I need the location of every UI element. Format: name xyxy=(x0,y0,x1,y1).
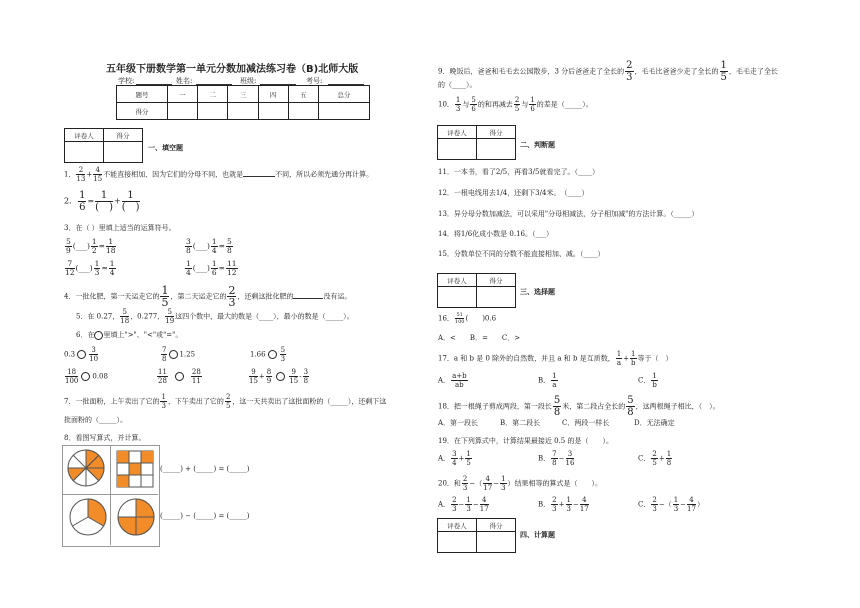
frac-num: 2 xyxy=(228,284,236,297)
class-label: 班级: xyxy=(240,77,257,85)
school-blank[interactable] xyxy=(136,77,172,85)
frac-den: 10 xyxy=(89,355,99,363)
question-6 xyxy=(76,330,182,340)
frac-num: 3 xyxy=(89,346,98,355)
frac-num: a+b xyxy=(452,372,467,380)
frac-num: 1 xyxy=(95,190,113,202)
grader-score-label: 得分 xyxy=(477,519,516,532)
question-19: 19．在下列算式中，计算结果最接近 0.5 的是（ ）。 xyxy=(438,437,613,445)
question-8: 8．看图写算式，并计算。 xyxy=(64,434,146,442)
grader-box xyxy=(437,125,516,160)
frac-num: 7 xyxy=(162,346,167,354)
frac-den: b xyxy=(631,359,636,367)
q20-option-c[interactable]: C． $\frac{2}{3}$ −（ $\frac{1}{3}$ − $\frac{4}{17}$ ） xyxy=(638,496,704,513)
frac-den: 5 xyxy=(514,105,520,113)
frac-den: 3 xyxy=(455,105,461,113)
frac-num: 1 xyxy=(530,96,535,104)
q-text: 7．一批面粉，上午卖出了它的 xyxy=(64,397,160,406)
frac-den: 19 xyxy=(165,317,175,325)
frac-num: 1 xyxy=(161,393,166,401)
q-text: ，0.277， xyxy=(130,312,165,321)
frac-den: 4 xyxy=(452,459,457,467)
frac-den: 9 xyxy=(266,377,272,385)
score-cell[interactable] xyxy=(228,103,258,120)
q6-item xyxy=(156,368,203,385)
frac-num: 1 xyxy=(652,372,657,380)
grader-reviewer-label: 评卷人 xyxy=(65,129,104,142)
frac-num: 5 xyxy=(165,308,174,317)
frac-den: 5 xyxy=(466,459,471,467)
frac-den: 100 xyxy=(65,377,79,385)
operator: + xyxy=(658,454,665,463)
frac-den: 3 xyxy=(228,296,236,309)
frac-den: a xyxy=(616,359,622,367)
q-text: 与 xyxy=(521,100,529,109)
frac-den: 28 xyxy=(158,377,167,385)
grader-score-cell[interactable] xyxy=(477,139,516,160)
question-18 xyxy=(438,395,720,418)
frac-den: 8 xyxy=(552,459,557,467)
frac-num: 9 xyxy=(249,368,258,377)
class-blank[interactable] xyxy=(260,77,296,85)
q19-option-c[interactable] xyxy=(638,450,673,467)
frac-num: 3 xyxy=(186,237,191,246)
plus: + xyxy=(113,196,121,206)
question-20: 20．和 $\frac{2}{3}$ −（ $\frac{4}{17}$ − $\frac{1}{3}$ ）结果相等的算式是（ ）。 xyxy=(438,475,603,492)
frac-num: 5 xyxy=(66,237,71,246)
q18-option-d[interactable]: D．无法确定 xyxy=(634,419,675,427)
compare-circle[interactable] xyxy=(175,372,184,381)
operator-blank[interactable]: (___) xyxy=(75,263,93,273)
grader-box xyxy=(437,273,516,308)
question-13: 13．异分母分数加减法，可以采用"分母相减法，分子相加减"的方法计算。（_____） xyxy=(438,210,699,218)
q-number: 16． xyxy=(438,314,454,323)
frac-num: 5 xyxy=(120,308,129,317)
grader-score-cell[interactable] xyxy=(477,287,516,308)
frac-num: 7 xyxy=(552,450,557,458)
frac-num: 1 xyxy=(79,190,86,201)
frac-den: 5 xyxy=(225,402,231,410)
frac-num: 8 xyxy=(266,368,272,376)
frac-den: 6 xyxy=(471,105,476,113)
frac-num: 1 xyxy=(109,259,115,268)
question-4 xyxy=(64,285,351,308)
frac-num: 1 xyxy=(122,190,140,202)
q8-equation-2[interactable]: (_____) − (_____) = (_____) xyxy=(160,512,250,520)
frac-num: 4 xyxy=(93,166,102,175)
frac-den: 8 xyxy=(162,355,167,363)
frac-num: 5 xyxy=(226,237,232,246)
q18-option-c[interactable]: C．两段一样长 xyxy=(562,419,610,427)
option-label: A． xyxy=(438,500,451,509)
q-number: 6．在 xyxy=(76,331,95,339)
q-text: 17．a 和 b 是 0 除外的自然数，并且 a 和 b 是互质数， xyxy=(438,354,615,363)
compare-circle[interactable] xyxy=(77,350,86,359)
q-text: 米，第二段占全长的 xyxy=(562,402,626,411)
score-header-cell: 二 xyxy=(198,86,228,103)
q-text: ，还剩这批化肥的 xyxy=(237,292,294,301)
grader-reviewer-cell[interactable] xyxy=(65,142,104,163)
question-7-line2: 批面粉的（_____）。 xyxy=(64,416,127,424)
option-label: B． xyxy=(538,454,551,463)
q-number: 2． xyxy=(64,196,78,206)
frac-num: 1 xyxy=(186,259,191,268)
q6-item xyxy=(248,368,310,385)
frac-den-blank[interactable]: ( ) xyxy=(95,202,113,213)
equals: = xyxy=(87,196,95,206)
score-header-cell: 题号 xyxy=(117,86,168,103)
q20-option-b[interactable]: B． $\frac{2}{3}$ + $\frac{1}{3}$ − $\frac{4}{17}$ xyxy=(538,496,589,513)
frac-num: 1 xyxy=(91,237,97,246)
frac-den: 12 xyxy=(226,268,237,277)
equals: = xyxy=(101,263,108,273)
plus: + xyxy=(86,170,93,179)
compare-circle[interactable] xyxy=(169,350,178,359)
option-label: C． xyxy=(638,454,651,463)
frac-num: 2 xyxy=(626,60,633,71)
frac-den: 3 xyxy=(161,402,166,410)
q-text: 这四个数中，最大的数是（____），最小的数是（_____）。 xyxy=(175,312,354,321)
frac-den: 8 xyxy=(303,377,309,385)
frac-den: 5 xyxy=(720,72,727,83)
pie-chart-quarters-icon xyxy=(116,497,156,537)
frac-den-blank[interactable]: ( ) xyxy=(121,202,140,213)
grader-score-label: 得分 xyxy=(477,126,516,139)
grader-reviewer-label: 评卷人 xyxy=(438,126,477,139)
option-label: A． xyxy=(438,454,451,463)
frac-den: 8 xyxy=(666,459,672,467)
q3-item-c xyxy=(64,260,117,277)
answer-blank[interactable] xyxy=(293,291,323,299)
frac-num: 5 xyxy=(280,346,286,354)
frac-num: 2 xyxy=(514,96,520,104)
frac-num: 9 xyxy=(289,368,298,377)
frac-den: 4 xyxy=(109,268,115,277)
frac-den: 4 xyxy=(186,268,191,277)
frac-num: 2 xyxy=(462,475,468,483)
score-cell[interactable] xyxy=(198,103,228,120)
name-blank[interactable] xyxy=(196,77,232,85)
grader-reviewer-cell[interactable] xyxy=(438,532,477,553)
grader-reviewer-cell[interactable] xyxy=(438,139,477,160)
q3-item-b xyxy=(184,238,234,255)
option-label: C． xyxy=(638,376,651,385)
frac-den: 18 xyxy=(120,317,130,325)
q-text: ，下午卖出了它的 xyxy=(167,397,224,406)
frac-num: 5 xyxy=(471,96,476,104)
operator-blank[interactable]: (___) xyxy=(192,263,210,273)
q19-option-b[interactable] xyxy=(538,450,575,467)
operator: − xyxy=(558,454,565,463)
frac-den: 11 xyxy=(191,377,201,385)
frac-num: 1 xyxy=(94,259,100,268)
frac-den: 8 xyxy=(226,246,232,255)
q-text: 与 xyxy=(462,100,470,109)
frac-den: 6 xyxy=(79,202,86,213)
frac-num: 18 xyxy=(65,368,78,377)
frac-den: b xyxy=(652,381,657,389)
score-header-cell: 三 xyxy=(228,86,258,103)
question-2 xyxy=(64,190,141,213)
option-label: B． xyxy=(538,376,551,385)
frac-num: 4 xyxy=(483,475,492,484)
frac-num: 1 xyxy=(466,450,471,458)
question-1 xyxy=(64,166,373,183)
operator-blank[interactable]: (___) xyxy=(192,241,210,251)
frac-den: 15 xyxy=(249,377,258,385)
frac-num: 51 xyxy=(456,312,463,318)
q16-options[interactable]: A．< B．= C．> xyxy=(438,334,521,342)
frac-num: 1 xyxy=(666,450,672,458)
frac-num: 3 xyxy=(303,368,309,376)
frac-den: 9 xyxy=(66,246,71,255)
score-header-cell: 一 xyxy=(167,86,197,103)
operator-blank[interactable]: (___) xyxy=(72,241,90,251)
frac-num: 3 xyxy=(566,450,575,459)
pie-chart-thirds-icon xyxy=(68,497,108,537)
q6-item xyxy=(160,346,195,363)
q-text: ( )0.6 xyxy=(465,314,497,323)
question-15: 15．分数单位不同的分数不能直接相加、减。（____） xyxy=(438,250,605,258)
exam-no-label: 考号: xyxy=(306,77,323,85)
section-title: 四、计算题 xyxy=(520,531,555,539)
frac-den: a xyxy=(552,381,557,389)
plus: + xyxy=(258,372,265,381)
question-10 xyxy=(438,96,593,113)
question-5 xyxy=(76,308,354,325)
q-text: 4．一批化肥，第一天运走它的 xyxy=(64,292,160,301)
q-text: ，毛毛走了全长 xyxy=(728,67,778,76)
frac-den: 100 xyxy=(454,319,465,325)
equals: = xyxy=(98,241,105,251)
q18-option-a[interactable]: A．第一段长 xyxy=(438,419,479,427)
grader-score-label: 得分 xyxy=(477,274,516,287)
q-text: 等于（ ） xyxy=(637,354,673,363)
q3-item-a xyxy=(64,238,117,255)
score-cell[interactable] xyxy=(167,103,197,120)
figure-divider xyxy=(110,445,111,545)
frac-den: 3 xyxy=(626,72,633,83)
frac-den: 6 xyxy=(530,105,535,113)
score-cell[interactable] xyxy=(288,103,318,120)
q-text: ，这一天共卖出了这批面粉的（_____），还剩下这 xyxy=(232,397,387,406)
q20-option-a[interactable]: A． $\frac{2}{3}$ − $\frac{1}{3}$ − $\frac{4}{17}$ xyxy=(438,496,489,513)
frac-num: 1 xyxy=(455,96,461,104)
grid-fraction-icon xyxy=(116,450,154,488)
q19-option-a[interactable] xyxy=(438,450,473,467)
question-14: 14．将1/6化成小数是 0.16。（___） xyxy=(438,230,553,238)
score-header-cell: 五 xyxy=(288,86,318,103)
score-header-cell: 总分 xyxy=(319,86,370,103)
operator: + xyxy=(458,454,465,463)
frac-den: 8 xyxy=(627,407,634,418)
compare-circle[interactable] xyxy=(81,372,90,381)
frac-den: 15 xyxy=(289,377,299,385)
frac-num: 1 xyxy=(552,372,557,380)
grader-score-cell[interactable] xyxy=(477,532,516,553)
frac-den: 15 xyxy=(93,175,103,183)
frac-num: 1 xyxy=(501,475,506,483)
frac-num: 28 xyxy=(191,368,201,376)
question-11: 11．一本书，看了2/5，再看3/5就看完了。（____） xyxy=(438,168,599,176)
q6-item xyxy=(64,368,108,385)
frac-num: 1 xyxy=(720,60,727,71)
frac-den: 12 xyxy=(65,268,75,277)
figure-divider xyxy=(62,494,158,495)
q-number: 10． xyxy=(438,100,454,109)
frac-den: 3 xyxy=(462,484,468,492)
frac-den: 18 xyxy=(105,246,116,255)
frac-den: 17 xyxy=(483,484,493,492)
grader-score-label: 得分 xyxy=(104,129,143,142)
equals: = xyxy=(218,241,225,251)
question-12: 12．一根电线用去1/4，还剩下3/4米。 （____） xyxy=(438,189,589,197)
option-label: B． xyxy=(538,500,551,509)
compare-circle[interactable] xyxy=(276,372,285,381)
score-row-label: 得分 xyxy=(117,103,168,120)
frac-den: 2 xyxy=(91,246,97,255)
page-title: 五年级下册数学第一单元分数加减法练习卷（B)北师大版 xyxy=(106,64,359,75)
frac-den: 16 xyxy=(565,459,575,467)
equals: = xyxy=(218,263,225,273)
grader-box xyxy=(437,518,516,553)
frac-den: 13 xyxy=(76,175,86,183)
grader-reviewer-cell[interactable] xyxy=(438,287,477,308)
frac-den: 3 xyxy=(280,355,286,363)
q-text: 没有运。 xyxy=(323,292,352,301)
minus: - xyxy=(299,372,302,381)
q6-item xyxy=(64,346,99,363)
frac-num: 3 xyxy=(452,450,457,458)
q-text: 的差是（_____）。 xyxy=(536,100,593,109)
frac-num: 7 xyxy=(65,260,75,269)
q-text: 结果相等的算式是（ ）。 xyxy=(514,479,603,488)
question-16 xyxy=(438,312,496,325)
q-text: ，这两根绳子相比，（ ）。 xyxy=(635,402,720,411)
frac-den: 5 xyxy=(161,296,169,309)
frac-den: 8 xyxy=(553,407,561,418)
q17-option-a[interactable] xyxy=(438,372,469,389)
frac-den: ab xyxy=(455,381,464,389)
frac-num: 5 xyxy=(627,395,634,406)
q-text: 不同，所以必须先通分再计算。 xyxy=(275,170,374,179)
frac-num: 11 xyxy=(158,368,167,376)
q18-option-b[interactable]: B．第二段长 xyxy=(500,419,541,427)
frac-den: 4 xyxy=(211,246,217,255)
question-7 xyxy=(64,393,386,410)
compare-circle[interactable] xyxy=(268,350,277,359)
exam-no-blank[interactable] xyxy=(328,77,364,85)
q8-equation-1[interactable]: (_____) + (_____) = (_____) xyxy=(160,465,250,473)
school-label: 学校: xyxy=(118,77,135,85)
section-title: 二、判断题 xyxy=(520,141,555,149)
frac-den: 6 xyxy=(211,268,217,277)
option-label: A． xyxy=(438,376,451,385)
frac-num: 5 xyxy=(553,395,561,406)
q17-option-c[interactable] xyxy=(638,372,659,389)
frac-num: 1 xyxy=(616,350,622,358)
section-title: 一、填空题 xyxy=(148,144,183,152)
q-text: 9．晚饭后，爸爸和毛毛去公园散步，3 分后爸爸走了全长的 xyxy=(438,67,625,76)
score-cell[interactable] xyxy=(319,103,370,120)
q-text: 的和再减去 xyxy=(477,100,513,109)
name-label: 姓名: xyxy=(176,77,193,85)
value: 0.08 xyxy=(92,372,108,381)
grader-reviewer-label: 评卷人 xyxy=(438,274,477,287)
score-table xyxy=(116,85,370,120)
frac-num: 2 xyxy=(225,393,231,401)
score-cell[interactable] xyxy=(258,103,288,120)
q3-item-d xyxy=(184,260,239,277)
q-text: 不能直接相加，因为它们的分母不同，也就是 xyxy=(103,170,244,179)
frac-num: 1 xyxy=(211,237,217,246)
q-text: 18．把一根绳子剪成两段，第一段长 xyxy=(438,402,552,411)
value: 1.25 xyxy=(179,350,196,359)
value: 0.3 xyxy=(64,350,76,359)
q-text: 5．在 0.27， xyxy=(76,312,120,321)
frac-den: 3 xyxy=(94,268,100,277)
frac-num: 1 xyxy=(631,350,636,358)
frac-num: 2 xyxy=(652,450,657,458)
frac-num: 2 xyxy=(76,166,85,175)
grader-box xyxy=(64,128,143,163)
frac-den: 3 xyxy=(501,484,506,492)
frac-den: 8 xyxy=(186,246,191,255)
pie-chart-eighths-icon xyxy=(66,448,106,488)
question-3: 3．在（ ）里填上适当的运算符号。 xyxy=(64,224,176,232)
value: 1.66 xyxy=(250,350,266,359)
q17-option-b[interactable] xyxy=(538,372,559,389)
option-label: C． xyxy=(638,500,651,509)
grader-score-cell[interactable] xyxy=(104,142,143,163)
score-header-cell: 四 xyxy=(258,86,288,103)
question-17: 17．a 和 b 是 0 除外的自然数，并且 a 和 b 是互质数， $\frac{1}{a}$ + $\frac{1}{b}$ 等于（ ） xyxy=(438,350,673,367)
frac-den: 5 xyxy=(652,459,657,467)
grader-reviewer-label: 评卷人 xyxy=(438,519,477,532)
frac-num: 1 xyxy=(106,238,116,247)
frac-num: 11 xyxy=(226,259,237,268)
question-9-line2: 的（____）。 xyxy=(438,81,477,89)
q-text: ，第二天运走它的 xyxy=(170,292,227,301)
q-number: 1． xyxy=(64,170,76,179)
section-title: 三、选择题 xyxy=(520,288,555,296)
answer-blank[interactable] xyxy=(243,169,275,177)
frac-num: 1 xyxy=(161,284,169,297)
q-number: 20．和 xyxy=(438,479,461,488)
q-text: ，毛毛比爸爸少走了全长的 xyxy=(634,67,719,76)
question-9 xyxy=(438,60,778,83)
frac-num: 1 xyxy=(211,259,217,268)
q-text: 里填上">"、"<"或"="。 xyxy=(103,331,183,339)
q6-item xyxy=(250,346,287,363)
